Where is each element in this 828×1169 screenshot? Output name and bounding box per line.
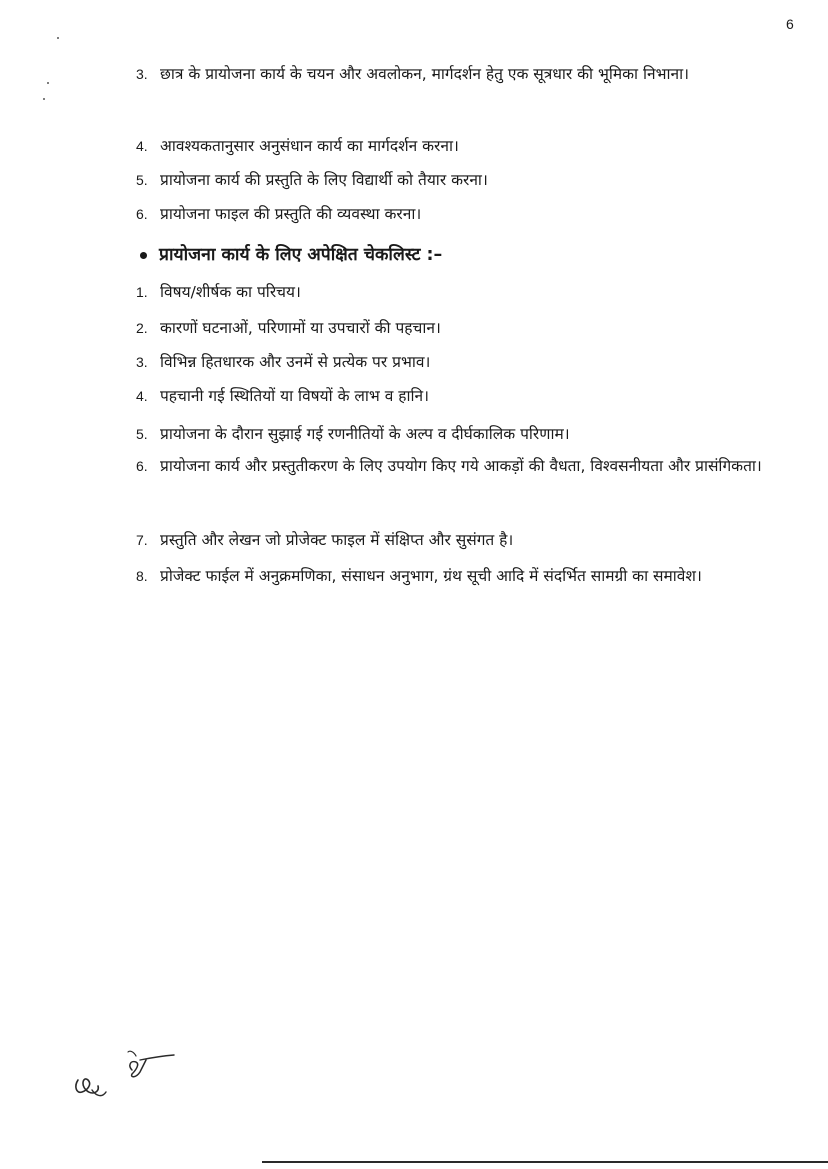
item-number: 3. xyxy=(136,354,148,370)
list-item xyxy=(136,418,794,451)
item-text: प्रायोजना के दौरान सुझाई गई रणनीतियों के अल्प व दीर्घकालिक परिणाम। xyxy=(160,425,570,443)
list-item xyxy=(136,164,794,197)
item-number: 5. xyxy=(136,426,148,442)
item-text: आवश्यकतानुसार अनुसंधान कार्य का मार्गदर्शन करना। xyxy=(160,137,459,155)
item-text: प्रायोजना कार्य की प्रस्तुति के लिए विद्यार्थी को तैयार करना। xyxy=(160,171,488,189)
item-text: विषय/शीर्षक का परिचय। xyxy=(160,283,301,301)
checklist-heading xyxy=(140,240,442,270)
list-item xyxy=(136,380,794,413)
item-number: 7. xyxy=(136,532,148,548)
item-text: प्रायोजना फाइल की प्रस्तुति की व्यवस्था करना। xyxy=(160,205,422,223)
bottom-rule xyxy=(262,1161,828,1163)
item-number: 1. xyxy=(136,284,148,300)
scan-speck xyxy=(47,82,49,84)
item-number: 5. xyxy=(136,172,148,188)
item-text: छात्र के प्रायोजना कार्य के चयन और अवलोकन, मार्गदर्शन हेतु एक सूत्रधार की भूमिका निभाना। xyxy=(160,65,690,83)
item-number: 6. xyxy=(136,206,148,222)
item-text: कारणों घटनाओं, परिणामों या उपचारों की पहचान। xyxy=(160,319,441,337)
list-item xyxy=(136,58,794,91)
list-item xyxy=(136,312,794,345)
item-text: प्रोजेक्ट फाईल में अनुक्रमणिका, संसाधन अनुभाग, ग्रंथ सूची आदि में संदर्भित सामग्री का समावेश। xyxy=(160,567,702,585)
list-item xyxy=(136,560,794,593)
item-text: पहचानी गई स्थितियों या विषयों के लाभ व हानि। xyxy=(160,387,430,405)
checklist-heading-text: प्रायोजना कार्य के लिए अपेक्षित चेकलिस्ट :– xyxy=(159,245,443,265)
item-text: प्रायोजना कार्य और प्रस्तुतीकरण के लिए उपयोग किए गये आकड़ों की वैधता, विश्वसनीयता और प्रासंगिकता। xyxy=(160,457,762,475)
item-number: 8. xyxy=(136,568,148,584)
bullet-icon xyxy=(140,252,147,259)
list-item xyxy=(136,346,794,379)
scan-speck xyxy=(43,98,45,100)
list-item xyxy=(136,198,794,231)
item-number: 4. xyxy=(136,388,148,404)
scan-speck xyxy=(57,37,59,39)
list-item xyxy=(136,450,794,483)
item-number: 3. xyxy=(136,66,148,82)
item-number: 2. xyxy=(136,320,148,336)
list-item xyxy=(136,276,794,309)
list-item xyxy=(136,524,794,557)
item-number: 6. xyxy=(136,458,148,474)
item-number: 4. xyxy=(136,138,148,154)
list-item xyxy=(136,130,794,163)
signature-icon xyxy=(70,1040,190,1110)
page-number: 6 xyxy=(786,16,794,32)
item-text: प्रस्तुति और लेखन जो प्रोजेक्ट फाइल में संक्षिप्त और सुसंगत है। xyxy=(160,531,514,549)
item-text: विभिन्न हितधारक और उनमें से प्रत्येक पर प्रभाव। xyxy=(160,353,431,371)
